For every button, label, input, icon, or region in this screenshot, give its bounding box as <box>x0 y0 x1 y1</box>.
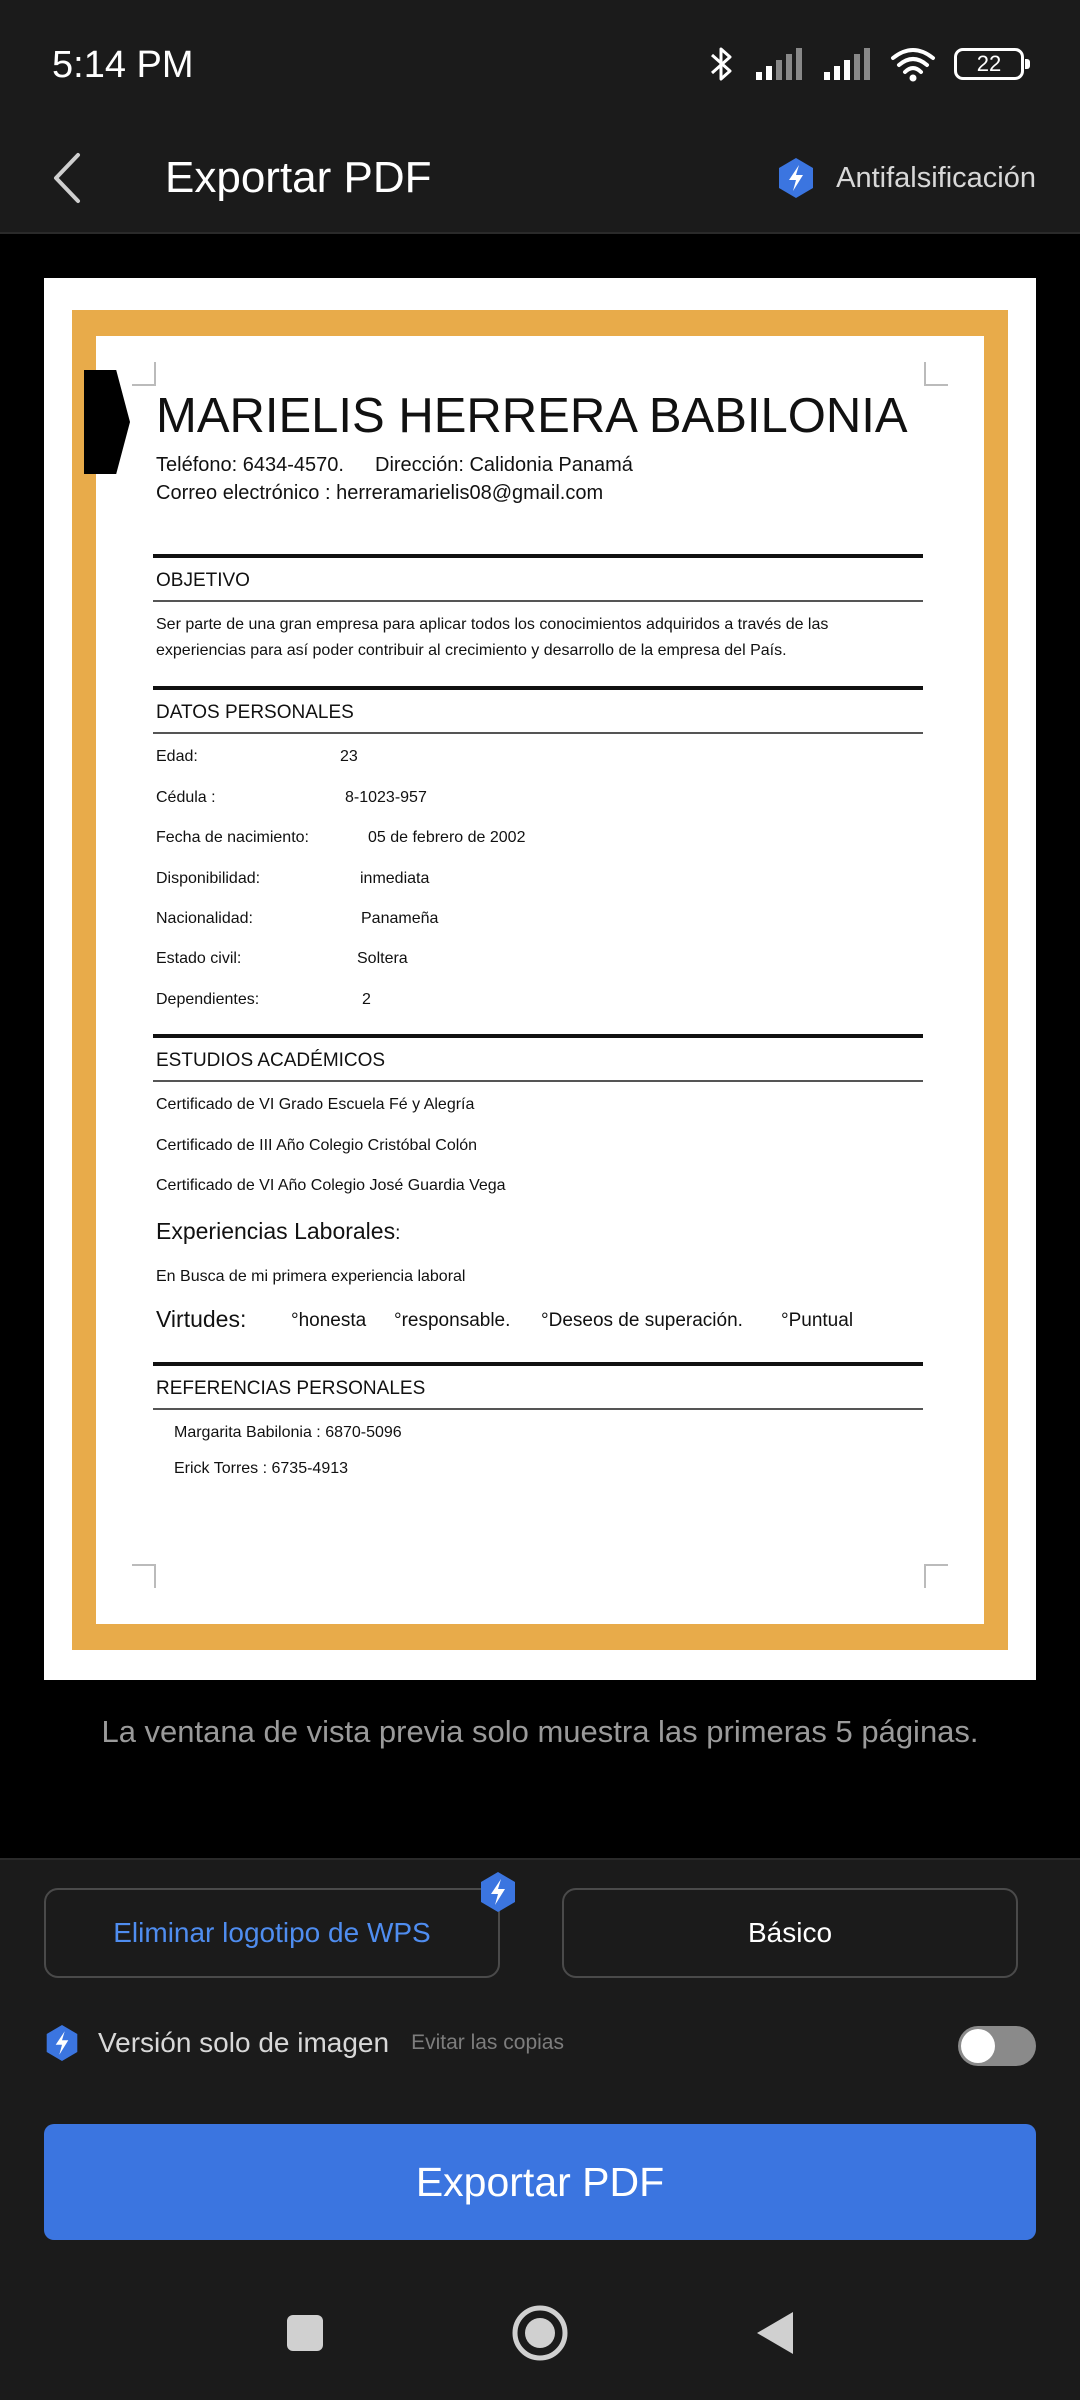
personal-label: Cédula : <box>156 789 216 806</box>
crop-mark <box>924 1564 948 1588</box>
remove-logo-label: Eliminar logotipo de WPS <box>113 1917 431 1948</box>
status-bar <box>0 0 1080 128</box>
reference-item: Erick Torres : 6735-4913 <box>174 1460 349 1477</box>
section-rule <box>153 600 923 602</box>
section-heading-objective: OBJETIVO <box>156 570 250 591</box>
personal-value: inmediata <box>360 870 430 887</box>
premium-bolt-icon <box>776 156 816 200</box>
page-title: Exportar PDF <box>165 153 432 202</box>
experience-text: En Busca de mi primera experiencia laboral <box>156 1268 466 1285</box>
section-rule <box>153 732 923 734</box>
status-time: 5:14 PM <box>52 44 194 86</box>
study-item: Certificado de III Año Colegio Cristóbal Colón <box>156 1137 478 1154</box>
section-rule <box>153 1408 923 1410</box>
crop-mark <box>924 362 948 386</box>
virtue-item: °honesta <box>291 1310 367 1331</box>
back-arrow-icon <box>50 151 84 205</box>
experience-heading-colon: : <box>395 1223 401 1244</box>
section-heading-references: REFERENCIAS PERSONALES <box>156 1378 426 1399</box>
system-nav-bar <box>0 2270 1080 2400</box>
premium-bolt-icon <box>44 2023 80 2063</box>
bluetooth-icon <box>708 44 736 84</box>
study-item: Certificado de VI Año Colegio José Guardia Vega <box>156 1177 506 1194</box>
page-border <box>72 310 1008 1650</box>
wifi-icon <box>890 46 936 82</box>
recents-icon <box>285 2313 325 2353</box>
ribbon-decoration <box>84 370 130 474</box>
basic-label: Básico <box>747 1917 833 1948</box>
export-pdf-label: Exportar PDF <box>415 2158 665 2205</box>
export-pdf-button[interactable] <box>44 2124 1036 2240</box>
personal-value: 05 de febrero de 2002 <box>368 829 526 846</box>
status-icons <box>708 42 1024 86</box>
experience-heading-text: Experiencias Laborales <box>156 1218 396 1244</box>
virtue-item: °Puntual <box>781 1310 854 1331</box>
resume-name: MARIELIS HERRERA BABILONIA <box>156 389 908 443</box>
image-only-option <box>44 2018 564 2068</box>
section-rule <box>153 1362 923 1366</box>
crop-mark <box>132 362 156 386</box>
image-only-label: Versión solo de imagen <box>98 2027 390 2058</box>
anti-fake-button[interactable] <box>776 146 1036 210</box>
section-rule <box>153 1034 923 1038</box>
resume-address: Dirección: Calidonia Panamá <box>375 454 633 476</box>
home-icon <box>511 2304 569 2362</box>
remove-logo-button[interactable] <box>44 1888 500 1978</box>
back-button[interactable] <box>50 142 100 214</box>
pdf-preview-area[interactable] <box>0 234 1080 1858</box>
battery-level: 22 <box>976 51 1002 76</box>
personal-value: 8-1023-957 <box>345 789 427 806</box>
personal-value: Panameña <box>361 910 439 927</box>
objective-text: Ser parte de una gran empresa para aplicar todos los conocimientos adquiridos a través de las experiencias para así poder contribuir al crecimiento y desarrollo de la empresa del País. <box>156 616 829 659</box>
section-heading-personal: DATOS PERSONALES <box>156 702 354 723</box>
resume-phone: Teléfono: 6434-4570. <box>156 454 344 476</box>
reference-item: Margarita Babilonia : 6870-5096 <box>174 1424 402 1441</box>
anti-fake-label: Antifalsificación <box>836 161 1036 194</box>
personal-label: Disponibilidad: <box>156 870 261 887</box>
crop-mark <box>132 1564 156 1588</box>
image-only-toggle[interactable] <box>958 2026 1036 2066</box>
back-triangle-icon <box>753 2309 797 2357</box>
personal-label: Edad: <box>156 748 198 765</box>
basic-button[interactable] <box>562 1888 1018 1978</box>
battery-icon <box>954 48 1024 80</box>
virtue-item: °Deseos de superación. <box>541 1310 743 1331</box>
section-rule <box>153 1080 923 1082</box>
personal-label: Dependientes: <box>156 991 260 1008</box>
image-only-sublabel: Evitar las copias <box>411 2031 564 2054</box>
virtue-item: °responsable. <box>394 1310 511 1331</box>
premium-bolt-icon <box>478 1870 518 1914</box>
study-item: Certificado de VI Grado Escuela Fé y Alegría <box>156 1096 475 1113</box>
personal-value: Soltera <box>357 950 408 967</box>
signal-icon <box>754 46 804 82</box>
resume-email: Correo electrónico : herreramarielis08@gmail.com <box>156 482 604 504</box>
personal-label: Estado civil: <box>156 950 242 967</box>
section-heading-virtues: Virtudes: <box>156 1306 247 1332</box>
section-heading-studies: ESTUDIOS ACADÉMICOS <box>156 1050 386 1071</box>
back-nav-button[interactable] <box>740 2298 810 2368</box>
home-button[interactable] <box>505 2298 575 2368</box>
personal-value: 2 <box>362 991 371 1008</box>
export-options-panel <box>0 1858 1080 2270</box>
signal-icon <box>822 46 872 82</box>
personal-value: 23 <box>340 748 358 765</box>
app-bar <box>0 128 1080 234</box>
pdf-page-preview <box>44 278 1036 1680</box>
preview-note: La ventana de vista previa solo muestra las primeras 5 páginas. <box>101 1714 979 1749</box>
personal-label: Fecha de nacimiento: <box>156 829 309 846</box>
personal-label: Nacionalidad: <box>156 910 253 927</box>
page-content <box>96 336 984 1624</box>
toggle-knob <box>961 2029 995 2063</box>
section-rule <box>153 686 923 690</box>
recents-button[interactable] <box>270 2298 340 2368</box>
section-rule <box>153 554 923 558</box>
section-heading-experience <box>156 1218 400 1245</box>
